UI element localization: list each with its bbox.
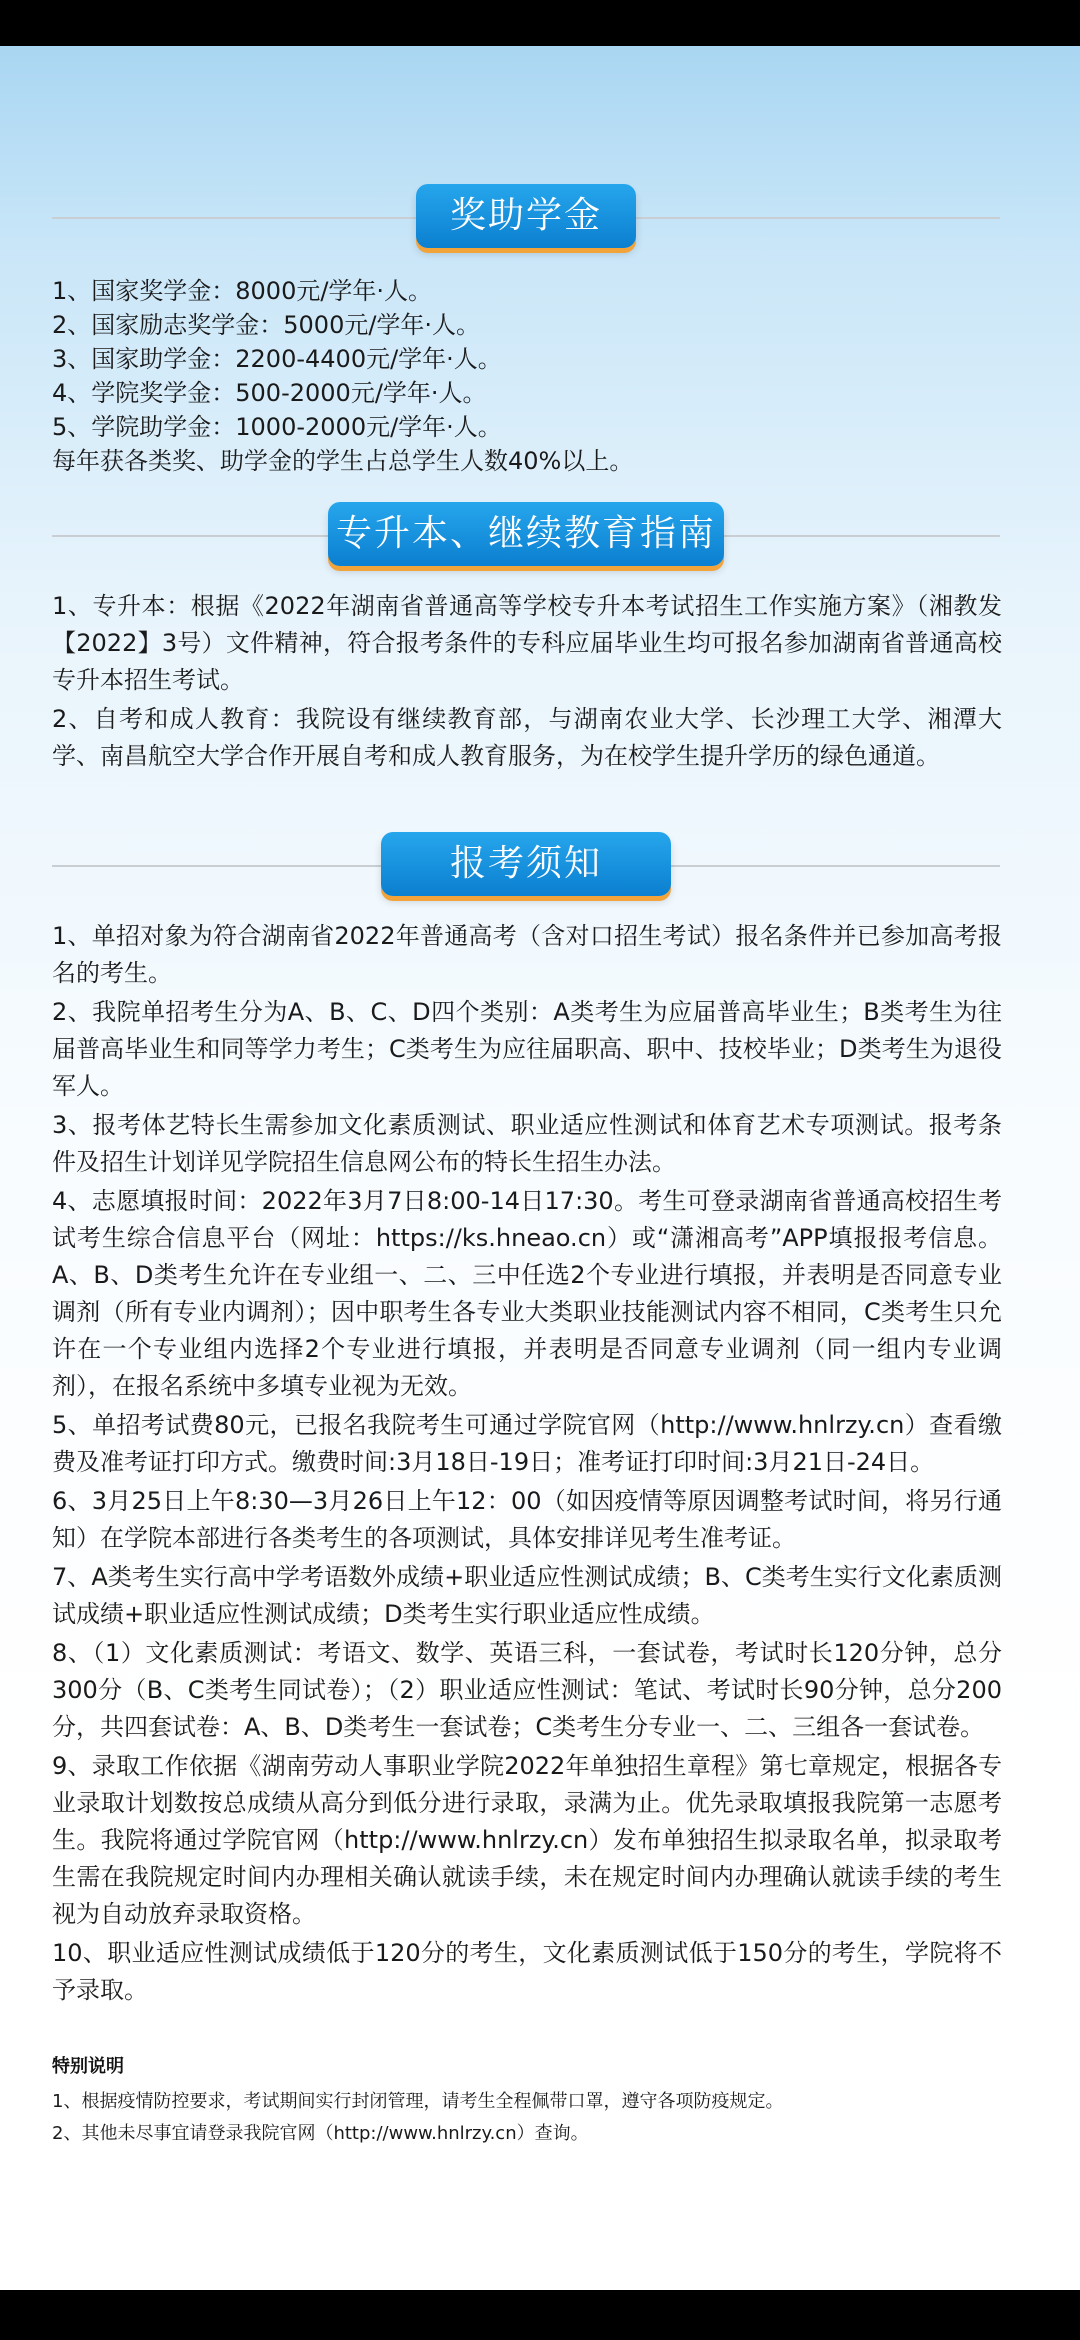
upgrade-title: 专升本、继续教育指南 bbox=[328, 502, 724, 566]
special-item: 2、其他未尽事宜请登录我院官网（http://www.hnlrzy.cn）查询。 bbox=[52, 2123, 589, 2144]
notice-content bbox=[52, 918, 1002, 2009]
list-item: 4、学院奖学金：500-2000元/学年·人。 bbox=[52, 379, 487, 407]
notice-title: 报考须知 bbox=[381, 832, 671, 896]
list-item: 2、国家励志奖学金：5000元/学年·人。 bbox=[52, 311, 481, 339]
paragraph: 7、A类考生实行高中学考语数外成绩+职业适应性测试成绩；B、C类考生实行文化素质测试成绩+职业适应性测试成绩；D类考生实行职业适应性成绩。 bbox=[52, 1563, 1002, 1628]
poster bbox=[0, 46, 1080, 2290]
scholarship-list bbox=[52, 274, 1002, 478]
upgrade-header bbox=[52, 502, 1000, 570]
scholarship-note: 每年获各类奖、助学金的学生占总学生人数40%以上。 bbox=[52, 447, 634, 475]
paragraph: 1、单招对象为符合湖南省2022年普通高考（含对口招生考试）报名条件并已参加高考报名的考生。 bbox=[52, 922, 1002, 987]
paragraph: 5、单招考试费80元，已报名我院考生可通过学院官网（http://www.hnlrzy.cn）查看缴费及准考证打印方式。缴费时间:3月18日-19日；准考证打印时间:3月21日-24日。 bbox=[52, 1411, 1002, 1476]
list-item: 1、国家奖学金：8000元/学年·人。 bbox=[52, 277, 433, 305]
paragraph: 2、我院单招考生分为A、B、C、D四个类别：A类考生为应届普高毕业生；B类考生为往届普高毕业生和同等学力考生；C类考生为应往届职高、职中、技校毕业；D类考生为退役军人。 bbox=[52, 998, 1002, 1100]
special-notes bbox=[52, 2052, 1002, 2150]
paragraph: 4、志愿填报时间：2022年3月7日8:00-14日17:30。考生可登录湖南省普通高校招生考试考生综合信息平台（网址：https://ks.hneao.cn）或“潇湘高考”APP填报报考信息。A、B、D类考生允许在专业组一、二、三中任选2个专业进行填报，并表明是否同意专业调剂（所有专业内调剂）；因中职考生各专业大类职业技能测试内容不相同，C类考生只允许在一个专业组内选择2个专业进行填报，并表明是否同意专业调剂（同一组内专业调剂），在报名系统中多填专业视为无效。 bbox=[52, 1187, 1002, 1400]
paragraph: 3、报考体艺特长生需参加文化素质测试、职业适应性测试和体育艺术专项测试。报考条件及招生计划详见学院招生信息网公布的特长生招生办法。 bbox=[52, 1111, 1002, 1176]
list-item: 5、学院助学金：1000-2000元/学年·人。 bbox=[52, 413, 502, 441]
paragraph: 8、（1）文化素质测试：考语文、数学、英语三科，一套试卷，考试时长120分钟，总分300分（B、C类考生同试卷）；（2）职业适应性测试：笔试、考试时长90分钟，总分200分，共四套试卷：A、B、D类考生一套试卷；C类考生分专业一、二、三组各一套试卷。 bbox=[52, 1639, 1002, 1741]
scholarship-header bbox=[52, 184, 1000, 252]
paragraph: 1、专升本：根据《2022年湖南省普通高等学校专升本考试招生工作实施方案》（湘教发【2022】3号）文件精神，符合报考条件的专科应届毕业生均可报名参加湖南省普通高校专升本招生考试。 bbox=[52, 592, 1002, 694]
special-item: 1、根据疫情防控要求，考试期间实行封闭管理，请考生全程佩带口罩，遵守各项防疫规定。 bbox=[52, 2091, 784, 2112]
list-item: 3、国家助学金：2200-4400元/学年·人。 bbox=[52, 345, 502, 373]
paragraph: 2、自考和成人教育：我院设有继续教育部，与湖南农业大学、长沙理工大学、湘潭大学、南昌航空大学合作开展自考和成人教育服务，为在校学生提升学历的绿色通道。 bbox=[52, 705, 1002, 770]
paragraph: 9、录取工作依据《湖南劳动人事职业学院2022年单独招生章程》第七章规定，根据各专业录取计划数按总成绩从高分到低分进行录取，录满为止。优先录取填报我院第一志愿考生。我院将通过学院官网（http://www.hnlrzy.cn）发布单独招生拟录取名单，拟录取考生需在我院规定时间内办理相关确认就读手续，未在规定时间内办理确认就读手续的考生视为自动放弃录取资格。 bbox=[52, 1752, 1002, 1928]
scholarship-title: 奖助学金 bbox=[416, 184, 636, 248]
upgrade-content bbox=[52, 588, 1002, 775]
paragraph: 6、3月25日上午8:30—3月26日上午12：00（如因疫情等原因调整考试时间，将另行通知）在学院本部进行各类考生的各项测试，具体安排详见考生准考证。 bbox=[52, 1487, 1002, 1552]
notice-header bbox=[52, 832, 1000, 900]
special-title: 特别说明 bbox=[52, 2056, 124, 2077]
paragraph: 10、职业适应性测试成绩低于120分的考生，文化素质测试低于150分的考生，学院将不予录取。 bbox=[52, 1939, 1002, 2004]
